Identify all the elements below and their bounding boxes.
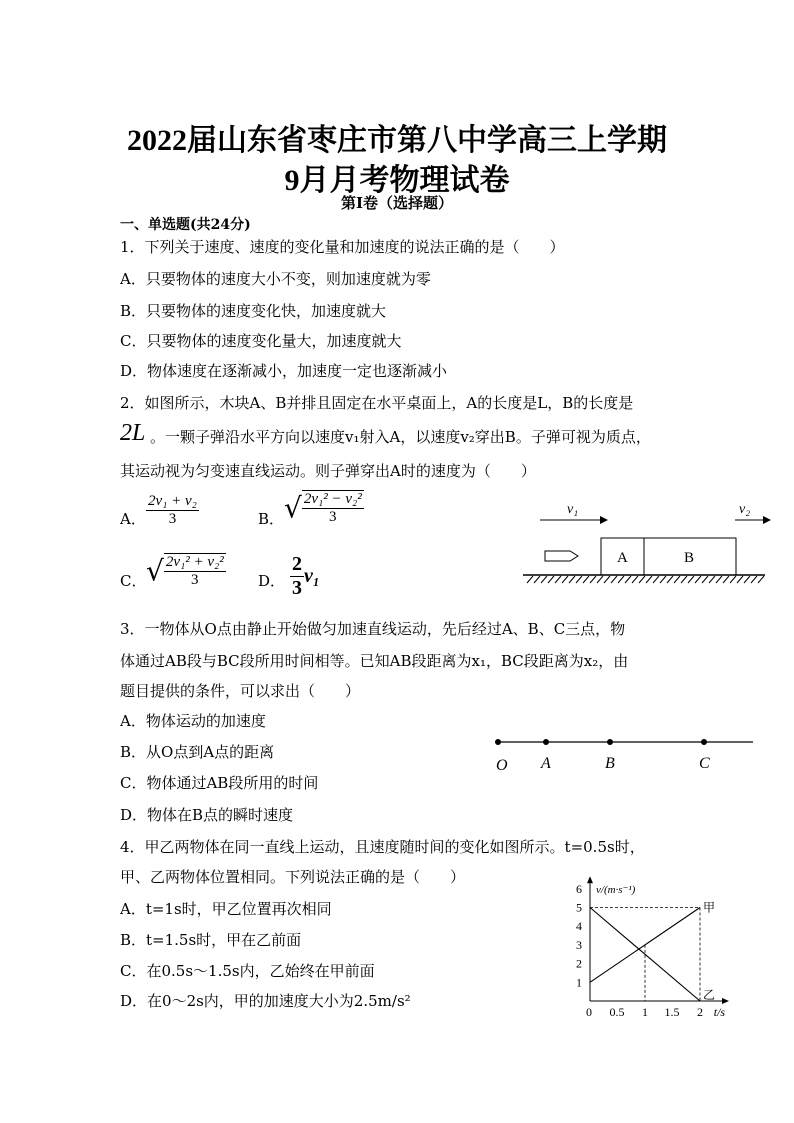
block-b-label: B	[684, 550, 695, 566]
q2-option-c-label: C．	[120, 572, 147, 590]
x-tick-label: 2	[697, 1005, 703, 1019]
point-b	[607, 739, 613, 745]
q2-option-b-formula	[284, 490, 364, 526]
hatch-line	[709, 576, 715, 583]
hatch-line	[527, 576, 533, 583]
q2-stem-line3: 其运动视为匀变速直线运动。则子弹穿出A时的速度为（ ）	[120, 462, 536, 480]
hatch-line	[751, 576, 757, 583]
label-o: O	[496, 757, 508, 774]
q2-d-numerator: 2	[292, 553, 302, 575]
hatch-line	[730, 576, 736, 583]
q3-figure	[488, 730, 763, 778]
hatch-line	[625, 576, 631, 583]
q4-option-c: C．在0.5s～1.5s内，乙始终在甲前面	[120, 962, 375, 980]
bullet-icon	[545, 551, 578, 561]
hatch-line	[611, 576, 617, 583]
q2-d-denominator: 3	[292, 577, 302, 599]
q4-option-b: B．t=1.5s时，甲在乙前面	[120, 931, 302, 949]
v1-label: v₁	[567, 502, 579, 517]
hatch-line	[660, 576, 666, 583]
surface-hatch	[527, 576, 764, 583]
q2-d-variable: v₁	[304, 565, 320, 587]
label-a: A	[541, 755, 551, 772]
point-c	[701, 739, 707, 745]
q2-figure	[515, 495, 775, 590]
v2-label: v₂	[739, 502, 751, 517]
hatch-line	[632, 576, 638, 583]
q2-option-a-label: A．	[120, 510, 146, 528]
q2-b-numerator: 2v₁² − v₂²	[303, 491, 362, 507]
q2-option-b-label: B．	[258, 510, 285, 528]
q2-stem-line2: 。一颗子弹沿水平方向以速度v₁射入A，以速度v₂穿出B。子弹可视为质点，	[150, 428, 651, 446]
sqrt-icon: √	[146, 554, 164, 588]
q2-c-denominator: 3	[191, 572, 199, 588]
hatch-line	[674, 576, 680, 583]
label-c: C	[699, 755, 710, 772]
hatch-line	[758, 576, 764, 583]
hatch-line	[534, 576, 540, 583]
x-tick-label: 0.5	[609, 1005, 625, 1019]
hatch-line	[604, 576, 610, 583]
q2-a-numerator: 2v₁ + v₂	[148, 493, 197, 509]
hatch-line	[653, 576, 659, 583]
q2-c-numerator: 2v₁² + v₂²	[165, 554, 224, 570]
q1-stem: 1．下列关于速度、速度的变化量和加速度的说法正确的是（ ）	[120, 238, 565, 256]
x-tick-label: 1.5	[664, 1005, 680, 1019]
hatch-line	[716, 576, 722, 583]
hatch-line	[737, 576, 743, 583]
q4-option-d: D．在0～2s内，甲的加速度大小为2.5m/s²	[120, 992, 411, 1010]
y-axis-arrow-icon	[587, 876, 593, 883]
y-tick-label: 5	[576, 900, 582, 915]
hatch-line	[590, 576, 596, 583]
y-tick-label: 2	[576, 956, 582, 971]
point-o	[495, 739, 501, 745]
hatch-line	[667, 576, 673, 583]
q2-a-denominator: 3	[168, 511, 177, 527]
v1-arrowhead-icon	[600, 516, 608, 524]
series-label-jia: 甲	[703, 900, 716, 915]
hatch-line	[555, 576, 561, 583]
q3-option-d: D．物体在B点的瞬时速度	[120, 806, 294, 824]
q3-option-c: C．物体通过AB段所用的时间	[120, 774, 319, 792]
q1-option-b: B．只要物体的速度变化快，加速度就大	[120, 302, 387, 320]
hatch-line	[688, 576, 694, 583]
vt-chart	[565, 865, 760, 1023]
hatch-line	[681, 576, 687, 583]
hatch-line	[569, 576, 575, 583]
x-tick-label: 0	[586, 1005, 592, 1019]
series-label-yi: 乙	[703, 988, 716, 1002]
section-heading: 一、单选题(共24分)	[120, 217, 251, 233]
q3-stem-line1: 3．一物体从O点由静止开始做匀加速直线运动，先后经过A、B、C三点，物	[120, 620, 626, 638]
q4-stem-line2: 甲、乙两物体位置相同。下列说法正确的是（ ）	[120, 868, 466, 886]
y-tick-label: 3	[576, 937, 582, 952]
volume-heading: 第I卷（选择题）	[340, 194, 454, 212]
hatch-line	[695, 576, 701, 583]
q4-option-a: A．t=1s时，甲乙位置再次相同	[120, 900, 332, 918]
point-a	[543, 739, 549, 745]
q3-stem-line3: 题目提供的条件，可以求出（ ）	[120, 682, 361, 700]
hatch-line	[639, 576, 645, 583]
q2-length-2l: 2L	[120, 420, 146, 446]
hatch-line	[597, 576, 603, 583]
q2-option-c-formula	[146, 553, 226, 589]
x-tick-label: 1	[642, 1005, 648, 1019]
hatch-line	[541, 576, 547, 583]
y-tick-label: 1	[576, 975, 582, 990]
q2-option-a-formula	[146, 493, 199, 528]
hatch-line	[548, 576, 554, 583]
sqrt-icon: √	[284, 491, 302, 525]
q1-option-a: A．只要物体的速度大小不变，则加速度就为零	[120, 270, 431, 288]
label-b: B	[605, 755, 615, 772]
hatch-line	[618, 576, 624, 583]
x-axis-label: t/s	[713, 1005, 726, 1019]
hatch-line	[562, 576, 568, 583]
v2-arrowhead-icon	[763, 516, 771, 524]
block-a-label: A	[617, 550, 628, 566]
q2-stem-line1: 2．如图所示，木块A、B并排且固定在水平桌面上，A的长度是L，B的长度是	[120, 394, 634, 412]
y-tick-label: 6	[576, 881, 582, 896]
q4-stem-line1: 4．甲乙两物体在同一直线上运动，且速度随时间的变化如图所示。t=0.5s时，	[120, 838, 645, 856]
hatch-line	[744, 576, 750, 583]
x-axis-arrow-icon	[722, 998, 729, 1004]
hatch-line	[702, 576, 708, 583]
q3-stem-line2: 体通过AB段与BC段所用时间相等。已知AB段距离为x₁，BC段距离为x₂，由	[120, 652, 629, 670]
hatch-line	[583, 576, 589, 583]
y-axis-label: v/(m·s⁻¹)	[596, 884, 636, 897]
q1-option-c: C．只要物体的速度变化量大，加速度就大	[120, 332, 402, 350]
page-title: 2022届山东省枣庄市第八中学高三上学期	[127, 124, 667, 157]
q3-option-b: B．从O点到A点的距离	[120, 743, 275, 761]
q3-option-a: A．物体运动的加速度	[120, 712, 266, 730]
page-subtitle: 9月月考物理试卷	[284, 164, 510, 197]
hatch-line	[646, 576, 652, 583]
hatch-line	[576, 576, 582, 583]
hatch-line	[723, 576, 729, 583]
q2-b-denominator: 3	[329, 509, 337, 525]
y-tick-label: 4	[576, 919, 582, 934]
q2-option-d-formula	[290, 553, 320, 600]
q2-option-d-label: D．	[258, 572, 286, 590]
q1-option-d: D．物体速度在逐渐减小，加速度一定也逐渐减小	[120, 362, 448, 380]
